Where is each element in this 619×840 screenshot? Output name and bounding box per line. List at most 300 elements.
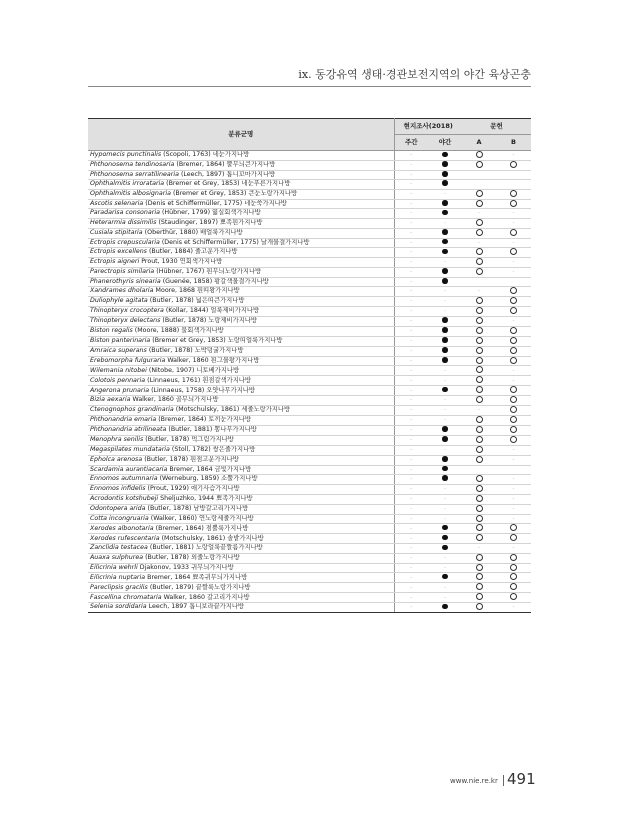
- presence-dot: [442, 249, 448, 255]
- table-row: [88, 257, 531, 267]
- literature-circle: [476, 219, 483, 226]
- mark-cell-day: [394, 199, 428, 209]
- mark-cell-lit-b: [496, 406, 531, 416]
- absence-dash: -: [444, 190, 446, 197]
- species-name-cell: [88, 160, 394, 170]
- mark-cell-lit-b: [496, 218, 531, 228]
- mark-cell-night: [428, 425, 462, 435]
- table-row: [88, 238, 531, 247]
- author-and-korean-name: Walker, 1860 갈고리가지나방: [161, 593, 250, 601]
- scientific-name: Acrodontis kotshubeji: [90, 494, 159, 502]
- absence-dash: -: [512, 377, 515, 384]
- species-name-cell: [88, 504, 394, 514]
- mark-cell-lit-a: [462, 160, 496, 170]
- species-name-cell: [88, 316, 394, 326]
- author-and-korean-name: (Butler, 1878) 외줄노랑가지나방: [143, 553, 240, 561]
- scientific-name: Heterarmia dissimilis: [90, 219, 157, 227]
- scientific-name: Xandrames dholaria: [90, 287, 154, 295]
- mark-cell-day: [394, 573, 428, 583]
- author-and-korean-name: (Denis et Schiffermüller, 1775) 날개물결가지나방: [159, 238, 310, 246]
- scientific-name: Ectropis excellens: [90, 248, 147, 256]
- literature-circle: [476, 200, 483, 207]
- absence-dash: -: [444, 486, 446, 493]
- footer-separator: [503, 775, 504, 786]
- absence-dash: -: [410, 554, 413, 561]
- species-name-cell: [88, 573, 394, 583]
- author-and-korean-name: (Guenée, 1858) 황갈색물결가지나방: [160, 277, 269, 285]
- absence-dash: -: [410, 535, 413, 542]
- mark-cell-lit-a: [462, 406, 496, 416]
- author-and-korean-name: (Stoll, 1782) 쌍은줄가지나방: [169, 445, 256, 453]
- absence-dash: -: [410, 259, 413, 266]
- literature-circle: [510, 396, 517, 403]
- presence-dot: [442, 278, 448, 284]
- mark-cell-lit-a: [462, 376, 496, 386]
- species-name-cell: [88, 553, 394, 563]
- scientific-name: Ascotis selenaria: [90, 199, 144, 207]
- literature-circle: [510, 593, 517, 600]
- absence-dash: -: [444, 259, 446, 266]
- absence-dash: -: [410, 525, 413, 532]
- mark-cell-lit-b: [496, 307, 531, 317]
- scientific-name: Auaxa sulphurea: [90, 553, 144, 561]
- absence-dash: -: [410, 397, 413, 404]
- absence-dash: -: [478, 210, 480, 217]
- species-name-cell: [88, 563, 394, 573]
- author-and-korean-name: Moore, 1868 흰띠왕가지나방: [153, 287, 240, 295]
- absence-dash: -: [410, 486, 413, 493]
- mark-cell-day: [394, 514, 428, 524]
- author-and-korean-name: (Nitobe, 1907) 니토베가지나방: [146, 366, 240, 374]
- absence-dash: -: [444, 220, 446, 227]
- mark-cell-day: [394, 277, 428, 286]
- scientific-name: Scardamia aurantiacaria: [90, 465, 168, 473]
- literature-circle: [476, 446, 483, 453]
- scientific-name: Xerodes albonotaria: [90, 524, 154, 532]
- absence-dash: -: [444, 288, 446, 295]
- absence-dash: -: [410, 456, 413, 463]
- literature-circle: [476, 161, 483, 168]
- author-and-korean-name: (Butler, 1879) 끝짤룩노랑가지나방: [147, 583, 251, 591]
- scientific-name: Thinopteryx crocoptera: [90, 307, 164, 315]
- absence-dash: -: [410, 220, 413, 227]
- literature-circle: [476, 347, 483, 354]
- mark-cell-night: [428, 435, 462, 445]
- author-and-korean-name: Djakonov, 1933 귀무늬가지나방: [137, 563, 234, 571]
- mark-cell-lit-b: [496, 445, 531, 455]
- table-row: [88, 484, 531, 494]
- mark-cell-night: [428, 287, 462, 297]
- table-row: [88, 386, 531, 396]
- absence-dash: -: [512, 515, 515, 522]
- mark-cell-day: [394, 356, 428, 366]
- mark-cell-day: [394, 504, 428, 514]
- mark-cell-lit-b: [496, 238, 531, 247]
- table-row: [88, 593, 531, 603]
- presence-dot: [442, 327, 448, 333]
- literature-circle: [476, 456, 483, 463]
- mark-cell-lit-a: [462, 151, 496, 161]
- mark-cell-lit-a: [462, 583, 496, 593]
- author-and-korean-name: (Motschulsky, 1861) 솔밭가지나방: [159, 534, 264, 542]
- literature-circle: [510, 357, 517, 364]
- table-row: [88, 199, 531, 209]
- mark-cell-lit-a: [462, 267, 496, 277]
- literature-circle: [510, 200, 517, 207]
- mark-cell-day: [394, 474, 428, 484]
- mark-cell-lit-a: [462, 307, 496, 317]
- mark-cell-lit-b: [496, 435, 531, 445]
- table-row: [88, 326, 531, 336]
- scientific-name: Erebomorpha fulguraria: [90, 356, 166, 364]
- scientific-name: Phanerothyris sinearia: [90, 277, 161, 285]
- table-row: [88, 494, 531, 504]
- mark-cell-lit-a: [462, 277, 496, 286]
- mark-cell-lit-b: [496, 356, 531, 366]
- mark-cell-lit-a: [462, 544, 496, 553]
- absence-dash: -: [444, 446, 446, 453]
- mark-cell-day: [394, 366, 428, 376]
- mark-cell-day: [394, 346, 428, 356]
- literature-circle: [510, 297, 517, 304]
- species-name-cell: [88, 406, 394, 416]
- table-row: [88, 534, 531, 544]
- mark-cell-night: [428, 603, 462, 613]
- mark-cell-lit-b: [496, 267, 531, 277]
- absence-dash: -: [512, 604, 515, 611]
- absence-dash: -: [410, 417, 413, 424]
- mark-cell-day: [394, 151, 428, 161]
- absence-dash: -: [410, 328, 413, 335]
- author-and-korean-name: (Bremer et Grey, 1853) 큰눈노랑가지나방: [170, 189, 298, 197]
- species-name-cell: [88, 396, 394, 406]
- table-row: [88, 524, 531, 534]
- mark-cell-lit-a: [462, 534, 496, 544]
- absence-dash: -: [512, 152, 515, 159]
- author-and-korean-name: (Bremer, 1864) 점뿔룩가지나방: [153, 524, 249, 532]
- mark-cell-lit-a: [462, 257, 496, 267]
- mark-cell-day: [394, 455, 428, 465]
- mark-cell-day: [394, 544, 428, 553]
- absence-dash: -: [444, 298, 446, 305]
- mark-cell-lit-a: [462, 316, 496, 326]
- species-name-cell: [88, 465, 394, 474]
- mark-cell-day: [394, 160, 428, 170]
- mark-cell-day: [394, 287, 428, 297]
- scientific-name: Ennomos infidelis: [90, 485, 146, 493]
- mark-cell-lit-a: [462, 553, 496, 563]
- mark-cell-lit-b: [496, 326, 531, 336]
- mark-cell-night: [428, 160, 462, 170]
- table-row: [88, 406, 531, 416]
- mark-cell-lit-b: [496, 199, 531, 209]
- mark-cell-lit-b: [496, 248, 531, 258]
- absence-dash: -: [410, 377, 413, 384]
- scientific-name: Bizia aexaria: [90, 396, 131, 404]
- author-and-korean-name: (Hübner, 1799) 엷실회색가지나방: [159, 209, 261, 217]
- presence-dot: [442, 152, 448, 158]
- scientific-name: Phthonosema serratilinearia: [90, 170, 179, 178]
- absence-dash: -: [410, 308, 413, 315]
- literature-circle: [476, 297, 483, 304]
- scientific-name: Pareclipsis gracilis: [90, 583, 148, 591]
- scientific-name: Paradarisa consonaria: [90, 209, 160, 217]
- mark-cell-night: [428, 218, 462, 228]
- literature-circle: [510, 426, 517, 433]
- mark-cell-day: [394, 257, 428, 267]
- absence-dash: -: [478, 239, 480, 246]
- literature-circle: [476, 337, 483, 344]
- scientific-name: Menophra senilis: [90, 436, 144, 444]
- absence-dash: -: [444, 505, 446, 512]
- mark-cell-day: [394, 238, 428, 247]
- species-name-cell: [88, 238, 394, 247]
- mark-cell-night: [428, 386, 462, 396]
- author-and-korean-name: (Butler, 1884) 줄고운가지나방: [146, 248, 238, 256]
- absence-dash: -: [512, 259, 515, 266]
- literature-circle: [510, 337, 517, 344]
- mark-cell-lit-b: [496, 553, 531, 563]
- mark-cell-lit-a: [462, 396, 496, 406]
- table-row: [88, 396, 531, 406]
- literature-circle: [510, 307, 517, 314]
- mark-cell-night: [428, 474, 462, 484]
- mark-cell-lit-b: [496, 189, 531, 199]
- species-name-cell: [88, 366, 394, 376]
- absence-dash: -: [444, 594, 446, 601]
- mark-cell-night: [428, 583, 462, 593]
- table-row: [88, 307, 531, 317]
- column-group-literature: 문헌: [462, 119, 531, 135]
- mark-cell-lit-b: [496, 180, 531, 189]
- mark-cell-lit-a: [462, 336, 496, 346]
- column-header-b: B: [496, 135, 531, 151]
- presence-dot: [442, 180, 448, 186]
- mark-cell-night: [428, 180, 462, 189]
- species-name-cell: [88, 376, 394, 386]
- mark-cell-day: [394, 425, 428, 435]
- mark-cell-day: [394, 415, 428, 425]
- mark-cell-night: [428, 415, 462, 425]
- presence-dot: [442, 475, 448, 481]
- literature-circle: [476, 593, 483, 600]
- presence-dot: [442, 466, 448, 472]
- literature-circle: [510, 436, 517, 443]
- author-and-korean-name: Bremer, 1864 금빛가지나방: [167, 465, 252, 473]
- literature-circle: [476, 475, 483, 482]
- literature-circle: [476, 534, 483, 541]
- mark-cell-lit-b: [496, 534, 531, 544]
- absence-dash: -: [444, 515, 446, 522]
- author-and-korean-name: (Bremer, 1864) 뿔무늬큰가지나방: [174, 161, 276, 169]
- mark-cell-night: [428, 238, 462, 247]
- literature-circle: [510, 248, 517, 255]
- species-name-cell: [88, 218, 394, 228]
- mark-cell-lit-b: [496, 346, 531, 356]
- mark-cell-day: [394, 603, 428, 613]
- literature-circle: [510, 583, 517, 590]
- table-row: [88, 553, 531, 563]
- presence-dot: [442, 456, 448, 462]
- column-header-day: 주간: [394, 135, 428, 151]
- scientific-name: Parectropis similaria: [90, 268, 155, 276]
- table-row: [88, 287, 531, 297]
- scientific-name: Amraica superans: [90, 346, 147, 354]
- absence-dash: -: [410, 594, 413, 601]
- absence-dash: -: [410, 298, 413, 305]
- presence-dot: [442, 337, 448, 343]
- table-row: [88, 151, 531, 161]
- mark-cell-day: [394, 406, 428, 416]
- literature-circle: [476, 524, 483, 531]
- mark-cell-lit-a: [462, 524, 496, 534]
- table-row: [88, 465, 531, 474]
- absence-dash: -: [512, 239, 515, 246]
- mark-cell-day: [394, 524, 428, 534]
- author-and-korean-name: (Moore, 1888) 불회색가지나방: [132, 327, 224, 335]
- absence-dash: -: [512, 318, 515, 325]
- mark-cell-night: [428, 356, 462, 366]
- presence-dot: [442, 604, 448, 610]
- mark-cell-lit-b: [496, 170, 531, 179]
- table-row: [88, 514, 531, 524]
- mark-cell-night: [428, 544, 462, 553]
- presence-dot: [442, 210, 448, 216]
- mark-cell-night: [428, 484, 462, 494]
- author-and-korean-name: (Bremer, 1864) 토끼눈가지나방: [156, 416, 251, 424]
- table-row: [88, 544, 531, 553]
- presence-dot: [442, 525, 448, 531]
- presence-dot: [442, 535, 448, 541]
- literature-circle: [510, 229, 517, 236]
- species-name-cell: [88, 415, 394, 425]
- absence-dash: -: [410, 564, 413, 571]
- mark-cell-night: [428, 316, 462, 326]
- author-and-korean-name: (Prout, 1929) 애기사슴가지나방: [145, 485, 240, 493]
- table-row: [88, 603, 531, 613]
- header-divider: [88, 86, 531, 87]
- absence-dash: -: [512, 446, 515, 453]
- author-and-korean-name: (Butler, 1878) 흰점고운가지나방: [142, 455, 239, 463]
- literature-circle: [510, 524, 517, 531]
- mark-cell-day: [394, 435, 428, 445]
- mark-cell-lit-a: [462, 514, 496, 524]
- absence-dash: -: [444, 397, 446, 404]
- mark-cell-night: [428, 376, 462, 386]
- absence-dash: -: [410, 181, 413, 188]
- presence-dot: [442, 317, 448, 323]
- literature-circle: [510, 161, 517, 168]
- absence-dash: -: [512, 495, 515, 502]
- scientific-name: Odontopera arida: [90, 504, 146, 512]
- literature-circle: [476, 495, 483, 502]
- mark-cell-night: [428, 199, 462, 209]
- mark-cell-lit-b: [496, 573, 531, 583]
- scientific-name: Biston panterinaria: [90, 336, 151, 344]
- mark-cell-night: [428, 151, 462, 161]
- mark-cell-lit-a: [462, 504, 496, 514]
- absence-dash: -: [444, 407, 446, 414]
- presence-dot: [442, 229, 448, 235]
- literature-circle: [476, 248, 483, 255]
- literature-circle: [476, 229, 483, 236]
- mark-cell-lit-b: [496, 257, 531, 267]
- mark-cell-lit-b: [496, 514, 531, 524]
- mark-cell-night: [428, 366, 462, 376]
- absence-dash: -: [410, 505, 413, 512]
- literature-circle: [476, 485, 483, 492]
- absence-dash: -: [410, 249, 413, 256]
- species-name-cell: [88, 189, 394, 199]
- species-name-cell: [88, 356, 394, 366]
- mark-cell-lit-a: [462, 238, 496, 247]
- mark-cell-lit-a: [462, 218, 496, 228]
- absence-dash: -: [410, 171, 413, 178]
- mark-cell-lit-b: [496, 386, 531, 396]
- literature-circle: [510, 406, 517, 413]
- mark-cell-lit-b: [496, 228, 531, 238]
- species-name-cell: [88, 593, 394, 603]
- mark-cell-night: [428, 504, 462, 514]
- author-and-korean-name: (Werneburg, 1859) 소뿔가지나방: [157, 475, 258, 483]
- species-name-cell: [88, 180, 394, 189]
- mark-cell-lit-a: [462, 209, 496, 218]
- absence-dash: -: [410, 210, 413, 217]
- scientific-name: Ophthalmitis irrorataria: [90, 180, 165, 188]
- presence-dot: [442, 200, 448, 206]
- absence-dash: -: [410, 357, 413, 364]
- absence-dash: -: [410, 152, 413, 159]
- mark-cell-day: [394, 563, 428, 573]
- mark-cell-lit-b: [496, 209, 531, 218]
- literature-circle: [476, 151, 483, 158]
- table-row: [88, 504, 531, 514]
- author-and-korean-name: (Butler, 1878) 먹그림가지나방: [143, 436, 234, 444]
- absence-dash: -: [512, 269, 515, 276]
- absence-dash: -: [512, 486, 515, 493]
- mark-cell-night: [428, 209, 462, 218]
- literature-circle: [476, 603, 483, 610]
- scientific-name: Eilicrinia nuptaria: [90, 573, 146, 581]
- table-row: [88, 170, 531, 179]
- table-row: [88, 228, 531, 238]
- table-row: [88, 435, 531, 445]
- species-table: [88, 118, 531, 613]
- author-and-korean-name: (Linnaeus, 1758) 오얏나무가지나방: [149, 386, 255, 394]
- literature-circle: [476, 436, 483, 443]
- mark-cell-day: [394, 376, 428, 386]
- mark-cell-lit-a: [462, 603, 496, 613]
- literature-circle: [510, 564, 517, 571]
- literature-circle: [476, 386, 483, 393]
- absence-dash: -: [444, 495, 446, 502]
- author-and-korean-name: (Denis et Schiffermüller, 1775) 네눈쑥가지나방: [143, 199, 287, 207]
- absence-dash: -: [444, 584, 446, 591]
- page-footer: [450, 770, 536, 790]
- mark-cell-lit-a: [462, 563, 496, 573]
- literature-circle: [476, 190, 483, 197]
- author-and-korean-name: (Staudinger, 1897) 뾰족흰가지나방: [156, 219, 263, 227]
- literature-circle: [510, 327, 517, 334]
- literature-circle: [476, 564, 483, 571]
- page-header-title: ix. 동강유역 생태·경관보전지역의 야간 육상곤충: [298, 68, 531, 81]
- absence-dash: -: [410, 446, 413, 453]
- mark-cell-lit-b: [496, 151, 531, 161]
- table-row: [88, 277, 531, 286]
- table-row: [88, 248, 531, 258]
- mark-cell-lit-b: [496, 603, 531, 613]
- footer-url: www.nie.re.kr: [450, 777, 498, 785]
